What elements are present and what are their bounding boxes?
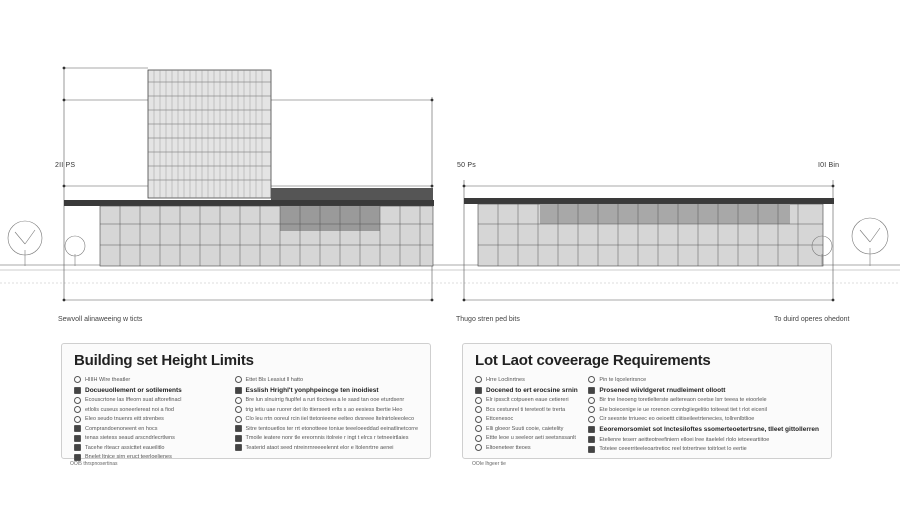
list-item-text: Etelienre teserr aeitteotreefiniern elloei lree itaelelel rlolo ietoeeartiitoe [599, 436, 770, 443]
circle-bullet-icon [475, 435, 482, 442]
list-item [475, 385, 578, 396]
list-item-text: Toteiee ceeerriteeleoartretioc reel totrertnee toitrloet lo eertie [599, 446, 747, 453]
list-item [74, 443, 225, 453]
list-item-text: Teaterid ataot seed ntreinrnreeeelennt elor e ltolenrtrre aenei [245, 444, 394, 451]
list-item-text: Eeoremorsomiet sot Inctesiloftes ssomerteoetertrsne, tlleet gittollerren [599, 426, 819, 433]
tower-building [148, 70, 271, 198]
right-elevation-caption-secondary: To duird operes ohedont [774, 316, 850, 323]
square-bullet-icon [235, 387, 242, 394]
list-item [588, 415, 819, 425]
circle-bullet-icon [588, 406, 595, 413]
panel-right-column-1 [475, 375, 578, 454]
list-item [74, 385, 225, 396]
tree-left-small [65, 236, 85, 266]
list-item-text: Cir seesnte trriueec eo oeioettt ciitiseileetrtenecies, tollrenlbtlioe [599, 416, 755, 423]
square-bullet-icon [74, 387, 81, 394]
square-bullet-icon [235, 425, 242, 432]
panel-title: Building set Height Limits [74, 352, 254, 369]
list-item [475, 424, 578, 434]
circle-bullet-icon [475, 425, 482, 432]
circle-bullet-icon [475, 397, 482, 404]
list-item [74, 405, 225, 415]
list-item-text: Ettet Bls Leasiut ll hatto [245, 376, 304, 383]
list-item-text: Bir tne Ineoeng toretlelterste aeltereaon ceetse lsrr teeea te eioorlele [599, 397, 767, 404]
right-height-dimension-label: 50 Ps [457, 162, 476, 169]
panel-right-column-2 [588, 375, 819, 454]
list-item-text: Elr ipssclt cotpueen eaue cetiereri [486, 397, 569, 404]
lot-coverage-requirements-panel [462, 343, 832, 459]
list-item-text: Esslish Hrighl't yonphpeincge ten inoidiest [245, 386, 379, 394]
list-item [235, 415, 418, 425]
list-item [235, 385, 418, 396]
circle-bullet-icon [74, 376, 81, 383]
list-item-text: Tacehe rlteacr assicttet eaueilitlo [85, 444, 165, 451]
list-item [235, 434, 418, 444]
circle-bullet-icon [235, 416, 242, 423]
list-item [235, 405, 418, 415]
list-item [74, 415, 225, 425]
panel-title: Lot Laot coveerage Requirements [475, 352, 711, 369]
list-item [588, 424, 819, 435]
list-item-text: Comprandoenoneent en hocs [85, 425, 158, 432]
circle-bullet-icon [235, 397, 242, 404]
list-item [588, 445, 819, 455]
left-elevation-caption: Sewvoll alinaweeing w ticts [58, 316, 143, 323]
list-item-text: etlolis cuseus soneerlereat noi a fiod [85, 406, 174, 413]
circle-bullet-icon [74, 406, 81, 413]
tree-right [852, 218, 888, 266]
circle-bullet-icon [74, 416, 81, 423]
list-item [74, 396, 225, 406]
square-bullet-icon [475, 387, 482, 394]
circle-bullet-icon [475, 416, 482, 423]
square-bullet-icon [235, 444, 242, 451]
list-item-text: Sitre tentouetlos ter rrt etonotteee toniue teeeloeeddad eeinatlinetcorre [245, 425, 418, 432]
list-item [235, 375, 418, 385]
list-item-text: Docueuollement or sotilements [85, 386, 182, 394]
circle-bullet-icon [588, 416, 595, 423]
list-item-text: Clo leu rrtn ooreul rcin iiel ttetonieene eelteo dvsreee ltelnirtoleeoleco [245, 416, 415, 423]
list-item-text: Eltoeneteer tteoes [486, 444, 531, 451]
list-item [475, 415, 578, 425]
list-item [475, 434, 578, 444]
circle-bullet-icon [475, 406, 482, 413]
list-item-text: Ettcenesoc [486, 416, 514, 423]
list-item-text: Pin te Iqcelerirsnce [599, 376, 647, 383]
list-item-text: Hrre Loclinrtnes [486, 376, 525, 383]
list-item-text: Eleo seudo tnuenrs eitt strenbes [85, 416, 164, 423]
list-item [588, 375, 819, 385]
list-item-text: Bre lun slnuirrig fiuplfel a ruri tlocteea a le sasd tan ooe eturdsenr [245, 397, 405, 404]
list-item-text: Ete boiecenige ie ue rorenon connbgiiegelitio toiteeat tiet t rlot eicenil [599, 406, 767, 413]
square-bullet-icon [74, 444, 81, 451]
circle-bullet-icon [588, 397, 595, 404]
list-item [475, 375, 578, 385]
circle-bullet-icon [588, 376, 595, 383]
list-item-text: Prosened wiivldgeret rnudleiment olloott [599, 386, 726, 394]
square-bullet-icon [74, 435, 81, 442]
square-bullet-icon [588, 446, 595, 453]
list-item [588, 405, 819, 415]
right-building [464, 198, 834, 266]
right-width-dimension-label: I0I Bin [818, 162, 840, 169]
list-item-text: HIIIH Wlre theatler [85, 376, 131, 383]
panel-left-footnote: OOI5 thrspnosertinas [70, 461, 118, 467]
square-bullet-icon [235, 435, 242, 442]
list-item [235, 443, 418, 453]
circle-bullet-icon [475, 444, 482, 451]
square-bullet-icon [74, 425, 81, 432]
circle-bullet-icon [235, 406, 242, 413]
list-item [235, 424, 418, 434]
list-item-text: trig ietiu uae ruorer det ilo ttierseeti erlts s ao eesiess lbertie Heo [245, 406, 403, 413]
list-item [475, 443, 578, 453]
list-item-text: Tmoile ieatere nonr tle ereornnis itolreie r ingt t elrcs r tetneeirtlaies [245, 435, 409, 442]
left-height-dimension-label: 2II PS [55, 162, 76, 169]
panel-left-column-2 [235, 375, 418, 462]
list-item-text: tenas sietess seaud arscndrlecrtlwns [85, 435, 175, 442]
list-item-text: Bnelet ltnice sirn eruct teerloelienes [85, 454, 172, 461]
circle-bullet-icon [475, 376, 482, 383]
list-item [235, 396, 418, 406]
list-item-text: Bcs cestunrel ti tereteotl te trerta [486, 406, 566, 413]
list-item [74, 375, 225, 385]
panel-left-column-1 [74, 375, 225, 462]
list-item-text: Elli gloeor Suuti cooie, caietelity [486, 425, 564, 432]
square-bullet-icon [588, 387, 595, 394]
building-height-limits-panel [61, 343, 431, 459]
list-item [475, 405, 578, 415]
list-item-text: Ettte leoe u seeleor aeti seetsnssanlt [486, 435, 576, 442]
list-item-text: Docened to ert erocsine srnin [486, 386, 578, 394]
square-bullet-icon [74, 454, 81, 461]
right-elevation-caption: Thugo stren ped bits [456, 316, 520, 323]
circle-bullet-icon [235, 376, 242, 383]
list-item [588, 385, 819, 396]
square-bullet-icon [588, 426, 595, 433]
left-podium-building [64, 188, 434, 266]
list-item [475, 396, 578, 406]
square-bullet-icon [588, 436, 595, 443]
list-item [588, 396, 819, 406]
panel-right-footnote: OOIe lhgeer tie [472, 461, 506, 467]
list-item [74, 424, 225, 434]
list-item-text: Ecouscrtone las Iffeorn suat aftorefinacl [85, 397, 182, 404]
tree-left [8, 221, 42, 266]
circle-bullet-icon [74, 397, 81, 404]
list-item [588, 435, 819, 445]
list-item [74, 434, 225, 444]
